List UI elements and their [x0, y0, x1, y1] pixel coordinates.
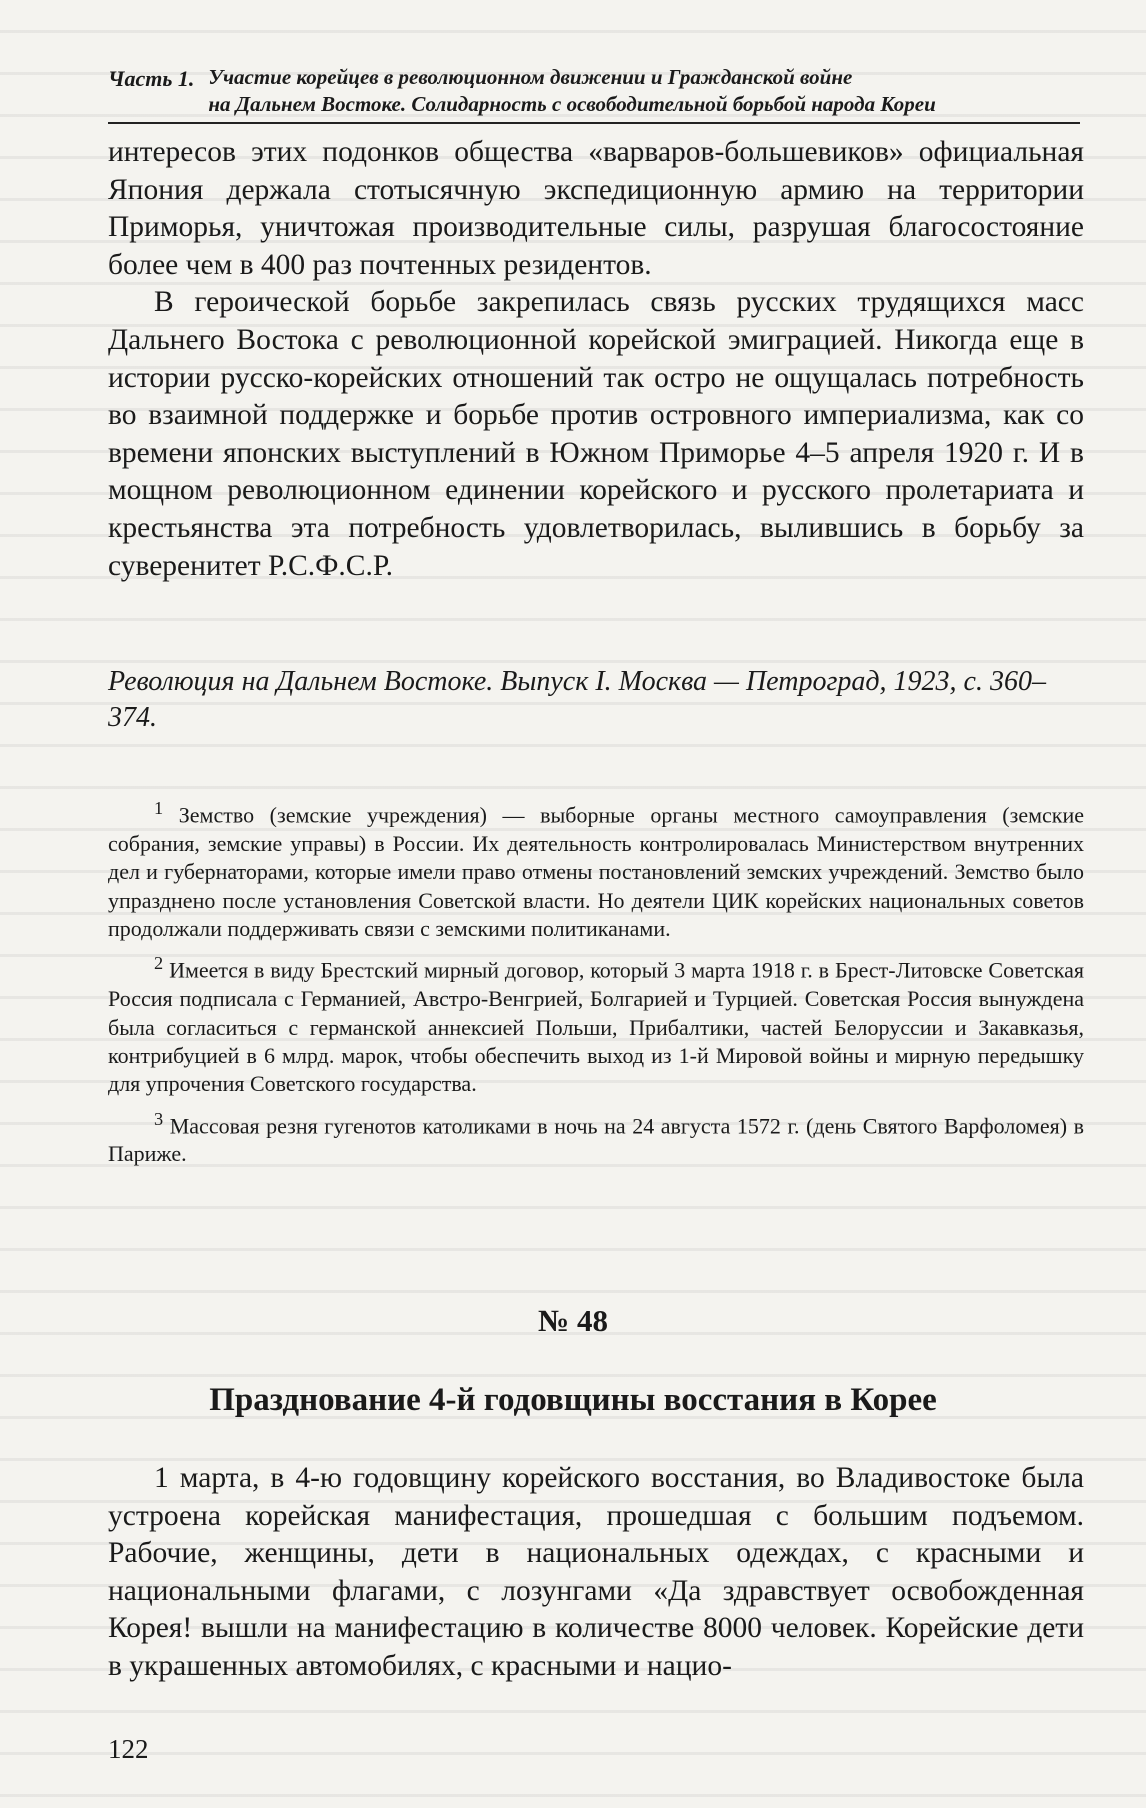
footnote-1: [108, 794, 1084, 943]
footnote-3: [108, 1105, 1084, 1169]
document-body: [108, 1460, 1084, 1686]
footnote-marker: 2: [154, 953, 164, 974]
document-title: Празднование 4-й годовщины восстания в Корее: [209, 1382, 937, 1418]
part-title-line-1: Участие корейцев в революционном движении и Гражданской войне: [208, 65, 853, 89]
footnote-2: [108, 949, 1084, 1098]
part-title: [208, 64, 935, 118]
footnote-marker: 3: [154, 1108, 164, 1129]
footnotes: [108, 794, 1084, 1175]
running-header: [108, 64, 1080, 124]
page-number: 122: [108, 1734, 149, 1764]
body-paragraph-2: В героической борьбе закрепилась связь русских трудящихся масс Дальнего Востока с революционной корейской эмиграцией. Никогда еще в истории русско-корейских отношений так остро не ощущалась потребность во взаимной поддержке и борьбе против островного империализма, как со времени японских выступлений в Южном Приморье 4–5 апреля 1920 г. И в мощном революционном единении корейского и русского пролетариата и крестьянства эта потребность удовлетворилась, вылившись в борьбу за суверенитет Р.С.Ф.С.Р.: [108, 286, 1084, 582]
body-paragraph-1: интересов этих подонков общества «варваров-большевиков» официальная Япония держала стотысячную экспедиционную армию на территории Приморья, уничтожая производительные силы, разрушая благосостояние более чем в 400 раз почтенных резидентов.: [108, 136, 1084, 281]
part-label: Часть 1.: [108, 66, 195, 91]
footnote-text: Имеется в виду Брестский мирный договор, который 3 марта 1918 г. в Брест-Литовске Советская Россия подписала с Германией, Австро-Венгрией, Болгарией и Турцией. Советская Россия вынуждена была согласиться с германской аннексией Польши, Прибалтики, частей Белоруссии и Закавказья, контрибуцией в 6 млрд. марок, чтобы обеспечить выход из 1-й Мировой войны и мирную передышку для упрочения Советского государства.: [108, 957, 1085, 1097]
footnote-text: Земство (земские учреждения) — выборные органы местного самоуправления (земские собрания, земские управы) в России. Их деятельность контролировалась Министерством внутренних дел и губернаторами, которые имели право отмены постановлений земских учреждений. Земство было упразднено после установления Советской власти. Но деятели ЦИК корейских национальных советов продолжали поддерживать связи с земскими политиканами.: [108, 802, 1084, 941]
body-text: [108, 134, 1084, 585]
source-citation: Революция на Дальнем Востоке. Выпуск I. Москва — Петроград, 1923, с. 360–374.: [108, 666, 1046, 733]
document-paragraph: 1 марта, в 4-ю годовщину корейского восстания, во Владивостоке была устроена корейская манифестация, прошедшая с большим подъемом. Рабочие, женщины, дети в национальных одеждах, с красными и национальными флагами, с лозунгами «Да здравствует освобожденная Корея! вышли на манифестацию в количестве 8000 человек. Корейские дети в украшенных автомобилях, с красными и нацио-: [108, 1462, 1084, 1682]
part-title-line-2: на Дальнем Востоке. Солидарность с освободительной борьбой народа Кореи: [208, 92, 936, 116]
document-number: № 48: [538, 1303, 608, 1338]
footnote-marker: 1: [154, 798, 164, 818]
footnote-text: Массовая резня гугенотов католиками в ночь на 24 августа 1572 г. (день Святого Варфоломея) в Париже.: [108, 1113, 1084, 1167]
